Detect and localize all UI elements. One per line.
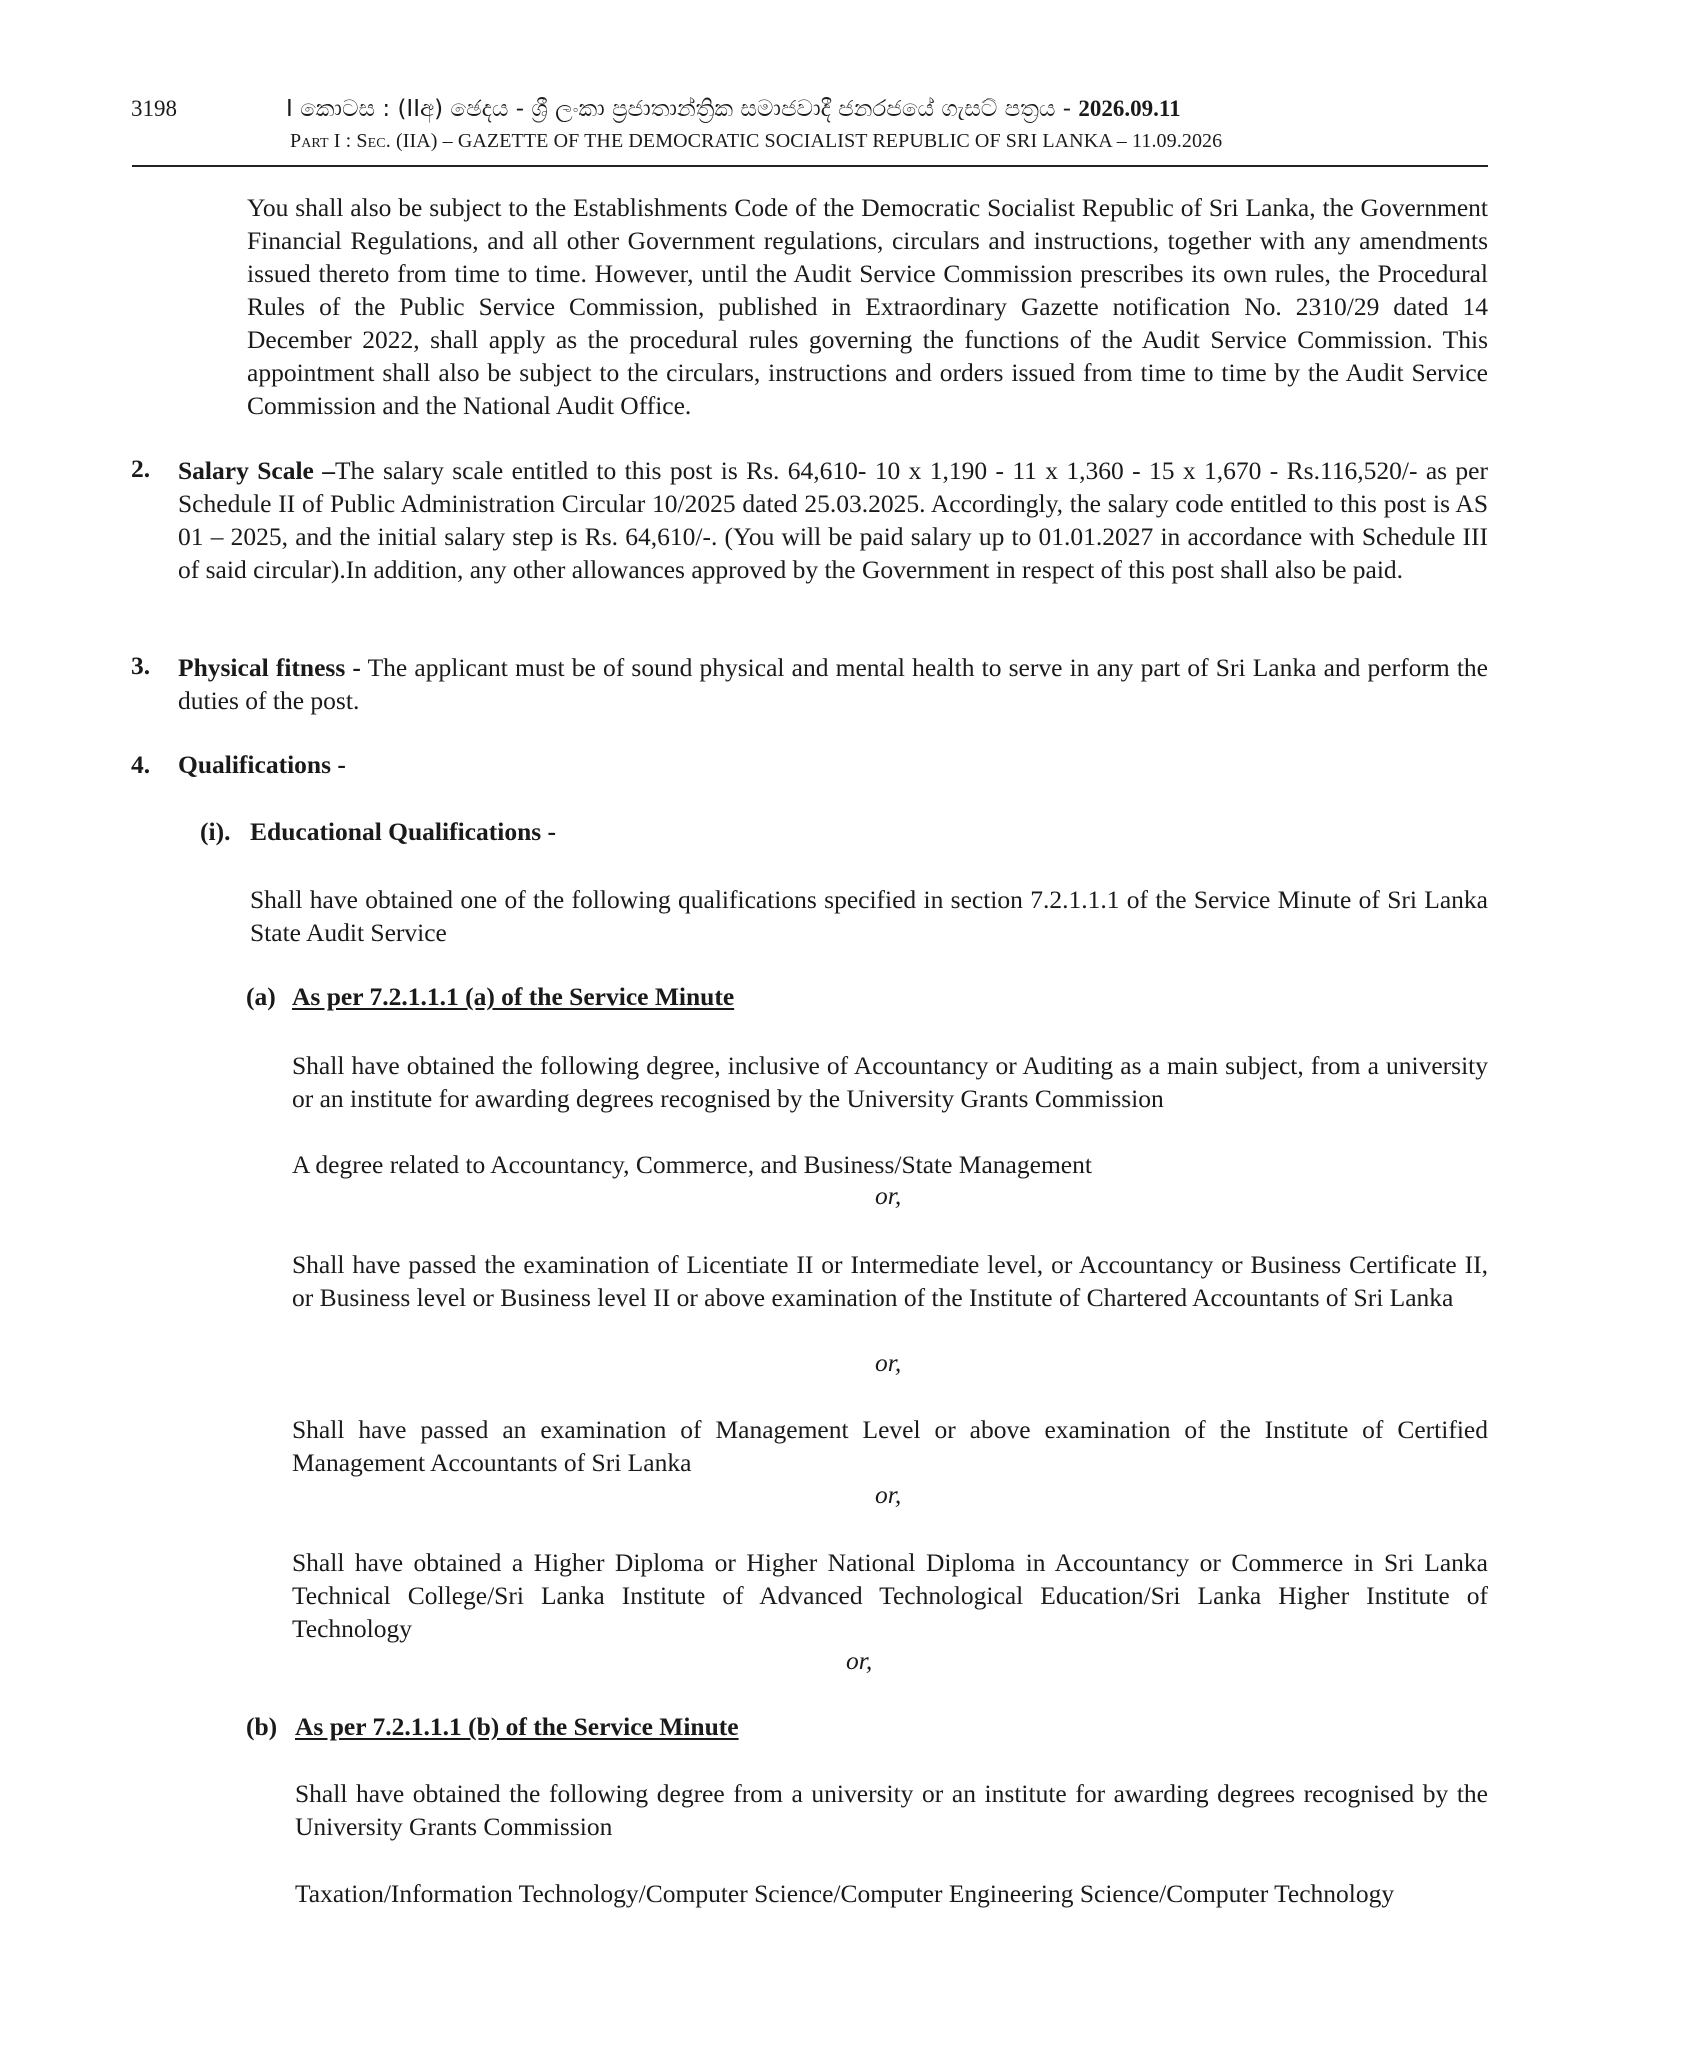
- subsection-a-label: (a): [246, 982, 276, 1011]
- or-separator: or,: [875, 1181, 902, 1210]
- section-3-number: 3.: [131, 651, 151, 680]
- subsection-i-title: Educational Qualifications -: [250, 817, 557, 846]
- subsection-b-title: As per 7.2.1.1.1 (b) of the Service Minute: [295, 1712, 739, 1741]
- subsection-i-label: (i).: [200, 817, 231, 846]
- header-sinhala-date: 2026.09.11: [1078, 96, 1181, 121]
- subsection-b-paragraph-1: Shall have obtained the following degree from a university or an institute for awarding degrees recognised by the University Grants Commission: [295, 1779, 1488, 1841]
- or-separator: or,: [875, 1348, 902, 1377]
- header-sec: Sec.: [356, 130, 391, 152]
- subsection-b-paragraph-2: Taxation/Information Technology/Computer Science/Computer Engineering Science/Computer Technology: [295, 1879, 1395, 1908]
- header-part: Part I: [290, 130, 341, 152]
- subsection-a-paragraph-3: Shall have passed the examination of Licentiate II or Intermediate level, or Accountancy or Business Certificate II, or Business level or Business level II or above examination of the Institute of Chartered Accountants of Sri Lanka: [292, 1250, 1488, 1312]
- subsection-a-title: As per 7.2.1.1.1 (a) of the Service Minute: [292, 982, 735, 1011]
- section-2-text: The salary scale entitled to this post is Rs. 64,610- 10 x 1,190 - 11 x 1,360 - 15 x 1,670 - Rs.116,520/- as per Schedule II of Public Administration Circular 10/2025 dated 25.03.2025. Accordingly, the salary code entitled to this post is AS 01 – 2025, and the initial salary step is Rs. 64,610/-. (You will be paid salary up to 01.01.2027 in accordance with Schedule III of said circular).In addition, any other allowances approved by the Government in respect of this post shall also be paid.: [178, 456, 1488, 584]
- section-3-text: The applicant must be of sound physical and mental health to serve in any part of Sri Lanka and perform the duties of the post.: [178, 653, 1488, 715]
- section-2-paragraph: [178, 454, 1488, 586]
- header-divider: [132, 165, 1488, 167]
- subsection-a-paragraph-5: Shall have obtained a Higher Diploma or Higher National Diploma in Accountancy or Commerce in Sri Lanka Technical College/Sri Lanka Institute of Advanced Technological Education/Sri Lanka Higher Institute of Technology: [292, 1548, 1488, 1643]
- page-number: 3198: [131, 96, 177, 121]
- or-separator: or,: [846, 1646, 873, 1675]
- subsection-a-paragraph-2: A degree related to Accountancy, Commerce, and Business/State Management: [292, 1150, 1092, 1179]
- header-english-rest: (IIA) – GAZETTE OF THE DEMOCRATIC SOCIALIST REPUBLIC OF SRI LANKA – 11.09.2026: [395, 130, 1223, 152]
- section-3-paragraph: [178, 651, 1488, 717]
- section-4-title: Qualifications -: [178, 750, 346, 779]
- section-2-title: Salary Scale –: [178, 456, 335, 485]
- or-separator: or,: [875, 1480, 902, 1509]
- intro-paragraph: You shall also be subject to the Establishments Code of the Democratic Socialist Republic of Sri Lanka, the Government Financial Regulations, and all other Government regulations, circulars and instructions, together with any amendments issued thereto from time to time. However, until the Audit Service Commission prescribes its own rules, the Procedural Rules of the Public Service Commission, published in Extraordinary Gazette notification No. 2310/29 dated 14 December 2022, shall apply as the procedural rules governing the functions of the Audit Service Commission. This appointment shall also be subject to the circulars, instructions and orders issued from time to time by the Audit Service Commission and the National Audit Office.: [247, 193, 1488, 420]
- subsection-b-label: (b): [246, 1712, 278, 1741]
- subsection-a-paragraph-1: Shall have obtained the following degree, inclusive of Accountancy or Auditing as a main subject, from a university or an institute for awarding degrees recognised by the University Grants Commission: [292, 1051, 1488, 1113]
- section-3-title: Physical fitness -: [178, 653, 361, 682]
- header-english-title: Part I : Sec. (IIA) – GAZETTE OF THE DEMOCRATIC SOCIALIST REPUBLIC OF SRI LANKA – 11.09.2026: [290, 130, 1223, 152]
- section-4-number: 4.: [131, 750, 151, 779]
- header-sinhala-title: [286, 96, 1332, 122]
- header-sinhala-text: I කොටස : (IIඅ) ඡෙදය - ශ්‍රී ලංකා ප්‍රජාතාන්ත්‍රික සමාජවාදී ජනරජයේ ගැසට් පත්‍රය -: [286, 96, 1079, 122]
- subsection-a-paragraph-4: Shall have passed an examination of Management Level or above examination of the Institute of Certified Management Accountants of Sri Lanka: [292, 1415, 1488, 1477]
- section-2-number: 2.: [131, 454, 151, 483]
- subsection-i-paragraph: Shall have obtained one of the following qualifications specified in section 7.2.1.1.1 of the Service Minute of Sri Lanka State Audit Service: [250, 885, 1488, 947]
